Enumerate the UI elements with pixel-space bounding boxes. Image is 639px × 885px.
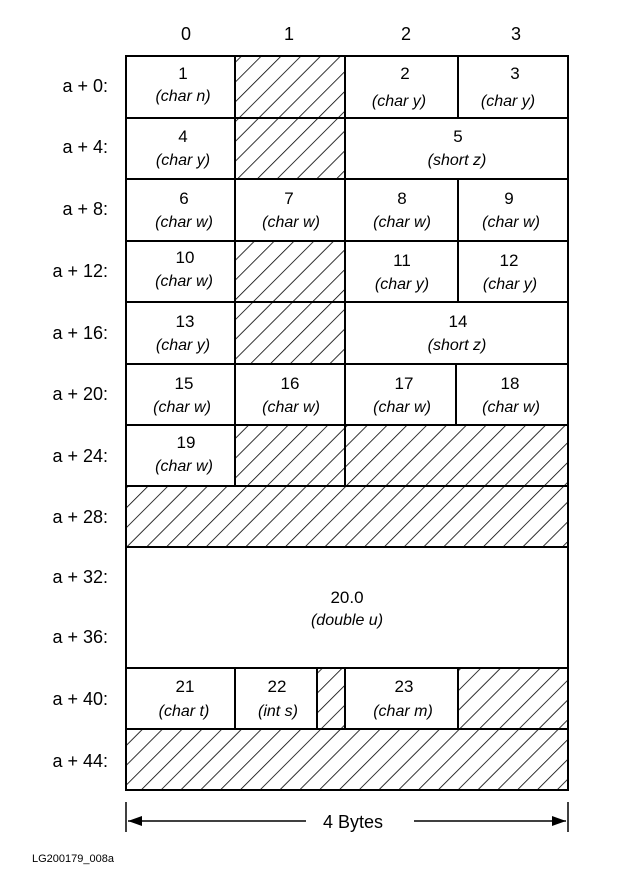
field-number: 22 (267, 677, 287, 696)
field-number: 14 (448, 312, 468, 331)
field-type: (char m) (373, 703, 433, 720)
field-type: (char w) (482, 399, 540, 416)
field-type: (char w) (155, 273, 213, 290)
field-type: (double u) (310, 612, 384, 629)
row-label: a + 28: (52, 507, 108, 527)
row-label: a + 12: (52, 261, 108, 281)
field-type: (char y) (482, 276, 538, 293)
field-type: (char w) (153, 399, 211, 416)
padding-cell (458, 668, 568, 729)
field-type: (char w) (373, 399, 431, 416)
padding-cell (345, 425, 568, 486)
field-number: 17 (394, 374, 414, 393)
padding-cell (317, 668, 345, 729)
field-type: (char y) (155, 152, 211, 169)
column-header-0: 0 (180, 24, 192, 44)
field-number: 10 (175, 248, 195, 267)
arrow-right-icon (552, 816, 566, 826)
field-type: (char w) (155, 458, 213, 475)
field-number: 6 (179, 189, 189, 208)
padding-cell (235, 425, 345, 486)
field-number: 8 (397, 189, 407, 208)
field-type: (char t) (158, 703, 210, 720)
field-number: 19 (176, 433, 196, 452)
field-type: (int s) (258, 703, 298, 720)
field-type: (char w) (482, 214, 540, 231)
padding-cell (235, 302, 345, 364)
row-label: a + 36: (52, 627, 108, 647)
padding-cell (235, 241, 345, 302)
field-number: 1 (178, 64, 188, 83)
row-label: a + 44: (52, 751, 108, 771)
field-number: 13 (175, 312, 195, 331)
dimension-label: 4 Bytes (322, 812, 384, 832)
padding-cell (235, 56, 345, 118)
dimension-line (126, 802, 568, 832)
column-header-3: 3 (510, 24, 522, 44)
row-label: a + 20: (52, 384, 108, 404)
field-number: 11 (393, 251, 411, 270)
row-label: a + 4: (62, 137, 108, 157)
row-label: a + 8: (62, 199, 108, 219)
field-type: (char w) (155, 214, 213, 231)
padding-row (126, 486, 568, 547)
field-number: 9 (504, 189, 514, 208)
row-label: a + 40: (52, 689, 108, 709)
field-type: (char y) (155, 337, 211, 354)
field-number: 18 (500, 374, 520, 393)
field-type: (char w) (262, 214, 320, 231)
padding-cell (235, 118, 345, 179)
arrow-left-icon (128, 816, 142, 826)
field-type: (char w) (262, 399, 320, 416)
field-number: 12 (499, 251, 519, 270)
field-number: 21 (175, 677, 195, 696)
field-number: 7 (284, 189, 294, 208)
field-number: 4 (178, 127, 188, 146)
row-label: a + 16: (52, 323, 108, 343)
field-number: 16 (280, 374, 300, 393)
field-number: 23 (394, 677, 414, 696)
field-number: 3 (510, 64, 520, 83)
field-type: (char n) (155, 88, 211, 105)
row-label: a + 0: (62, 76, 108, 96)
row-labels (52, 76, 108, 771)
field-type: (short z) (427, 337, 487, 354)
field-number: 20.0 (330, 588, 364, 607)
field-number: 15 (174, 374, 194, 393)
field-type: (char y) (371, 93, 427, 110)
row-label: a + 24: (52, 446, 108, 466)
column-header-2: 2 (400, 24, 412, 44)
field-type: (short z) (427, 152, 487, 169)
row-label: a + 32: (52, 567, 108, 587)
column-header-1: 1 (283, 24, 295, 44)
field-number: 2 (400, 64, 410, 83)
field-number: 5 (453, 127, 463, 146)
field-type: (char w) (373, 214, 431, 231)
figure-id: LG200179_008a (32, 853, 114, 865)
field-type: (char y) (374, 276, 430, 293)
padding-row (126, 729, 568, 790)
fields (153, 64, 540, 720)
field-type: (char y) (480, 93, 536, 110)
column-headers (181, 24, 521, 44)
